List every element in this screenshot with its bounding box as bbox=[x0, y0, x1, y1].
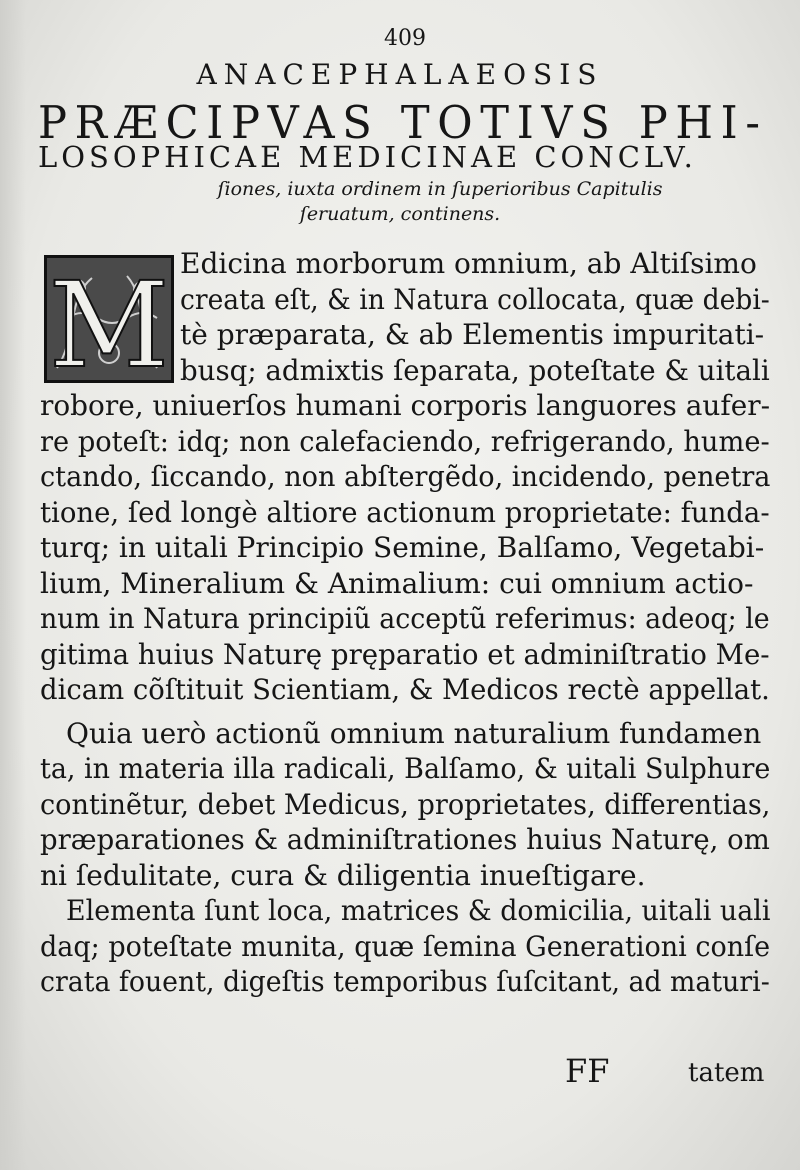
catchword: tatem bbox=[688, 1058, 765, 1088]
page-gutter-shadow bbox=[0, 0, 26, 1170]
page-footer bbox=[0, 1052, 800, 1092]
text-line: Elementa ſunt loca, matrices & domicilia, uitali uali bbox=[66, 894, 770, 927]
body-text bbox=[40, 246, 770, 1000]
text-line: ni ſedulitate, cura & diligentia inueſtigare. bbox=[40, 858, 646, 892]
text-line: tè præparata, & ab Elementis impuritati- bbox=[180, 318, 765, 351]
heading-line-3: LOSOPHICAE MEDICINAE CONCLV. bbox=[38, 140, 697, 174]
text-line: ta, in materia illa radicali, Balſamo, & uitali Sulphure bbox=[40, 752, 770, 785]
subtitle-line-1: ſiones, iuxta ordinem in ſuperioribus Capitulis bbox=[217, 178, 663, 200]
heading-line-1: ANACEPHALAEOSIS bbox=[196, 58, 604, 91]
text-line: præparationes & adminiſtrationes huius Naturę, om bbox=[40, 823, 770, 856]
text-line: ctando, ſiccando, non abſtergẽdo, incidendo, penetra bbox=[40, 460, 770, 493]
text-line: crata fouent, digeſtis temporibus ſuſcitant, ad maturi- bbox=[40, 965, 770, 998]
heading-line-2: PRÆCIPVAS TOTIVS PHI- bbox=[38, 96, 768, 149]
text-line: gitima huius Naturę pręparatio et adminiſtratio Me- bbox=[40, 637, 770, 671]
subtitle-line-2: ſeruatum, continens. bbox=[299, 203, 501, 225]
text-line: busq; admixtis ſeparata, poteſtate & uitali bbox=[180, 353, 770, 387]
text-line: re poteſt: idq; non calefaciendo, refrigerando, hume- bbox=[40, 424, 770, 458]
text-line: Quia uerò actionũ omnium naturalium fundamen bbox=[66, 716, 762, 750]
text-line: continẽtur, debet Medicus, proprietates, differentias, bbox=[40, 787, 770, 821]
page-number: 409 bbox=[384, 26, 426, 51]
text-line: creata eſt, & in Natura collocata, quæ debi- bbox=[180, 282, 770, 316]
text-line: robore, uniuerſos humani corporis languores aufer- bbox=[40, 389, 770, 422]
text-line: lium, Mineralium & Animalium: cui omnium actio- bbox=[40, 566, 754, 600]
signature-mark: FF bbox=[565, 1052, 610, 1090]
text-line: Edicina morborum omnium, ab Altiſsimo bbox=[180, 247, 757, 280]
text-line: turq; in uitali Principio Semine, Balſamo, Vegetabi- bbox=[40, 531, 765, 564]
text-line: num in Natura principiũ acceptũ referimus: adeoq; le bbox=[40, 602, 770, 635]
initial-letter: M bbox=[48, 258, 170, 380]
text-line: daq; poteſtate munita, quæ ſemina Generationi conſe bbox=[40, 929, 770, 963]
text-line: dicam cõſtituit Scientiam, & Medicos rectè appellat. bbox=[40, 673, 770, 706]
text-line: tione, ſed longè altiore actionum proprietate: funda- bbox=[40, 495, 770, 529]
